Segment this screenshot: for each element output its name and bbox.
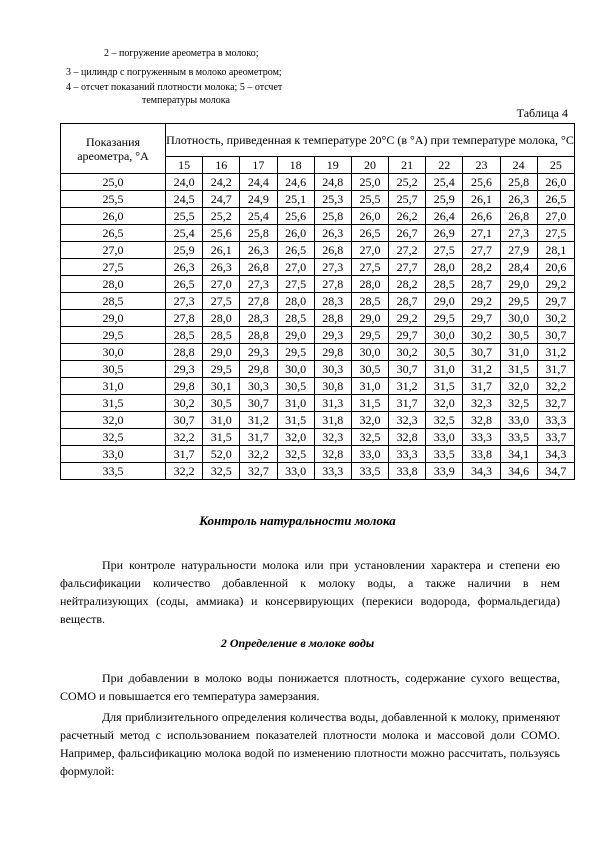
table-row [61, 395, 575, 412]
density-cell: 27,2 [389, 242, 426, 259]
figure-caption-line-3: 4 – отсчет показаний плотности молока; 5 – отсчет [66, 82, 283, 93]
col-header-reading: Показания ареометра, °А [61, 124, 166, 174]
table-row [61, 174, 575, 191]
table-row [61, 378, 575, 395]
density-cell: 33,3 [463, 429, 500, 446]
table-row [61, 446, 575, 463]
density-cell: 26,1 [203, 242, 240, 259]
density-cell: 26,8 [500, 208, 537, 225]
density-cell: 27,8 [166, 310, 203, 327]
density-cell: 31,2 [240, 412, 277, 429]
density-cell: 29,0 [277, 327, 314, 344]
density-cell: 26,7 [389, 225, 426, 242]
paragraph-3 [60, 708, 560, 780]
density-cell: 26,5 [351, 225, 388, 242]
figure-caption-line-1: 2 – погружение ареометра в молоко; [104, 48, 259, 59]
density-cell: 31,0 [277, 395, 314, 412]
density-cell: 25,5 [166, 208, 203, 225]
density-cell: 30,7 [537, 327, 574, 344]
density-cell: 27,0 [203, 276, 240, 293]
density-cell: 27,5 [277, 276, 314, 293]
density-cell: 24,2 [203, 174, 240, 191]
density-cell: 25,2 [203, 208, 240, 225]
density-cell: 33,0 [426, 429, 463, 446]
reading-cell: 28,5 [61, 293, 166, 310]
reading-cell: 30,5 [61, 361, 166, 378]
density-cell: 28,3 [240, 310, 277, 327]
density-cell: 28,7 [389, 293, 426, 310]
temp-header-cell: 16 [203, 157, 240, 174]
density-cell: 29,5 [426, 310, 463, 327]
density-cell: 26,9 [426, 225, 463, 242]
density-cell: 34,3 [463, 463, 500, 480]
density-cell: 32,2 [166, 429, 203, 446]
density-cell: 32,8 [463, 412, 500, 429]
density-cell: 25,9 [426, 191, 463, 208]
table-row [61, 259, 575, 276]
density-cell: 29,5 [351, 327, 388, 344]
density-cell: 28,0 [351, 276, 388, 293]
density-cell: 25,6 [203, 225, 240, 242]
density-cell: 24,4 [240, 174, 277, 191]
figure-caption-line-4: температуры молока [142, 95, 230, 106]
table-row [61, 225, 575, 242]
density-cell: 29,3 [240, 344, 277, 361]
density-cell: 30,3 [314, 361, 351, 378]
density-cell: 33,0 [277, 463, 314, 480]
paragraph-text: При добавлении в молоко воды понижается плотность, содержание сухого вещества, СОМО и повышается его температура замерзания. [60, 671, 560, 703]
density-cell: 32,0 [500, 378, 537, 395]
density-cell: 25,4 [426, 174, 463, 191]
col-header-density: Плотность, приведенная к температуре 20°С (в °А) при температуре молока, °С [166, 124, 575, 157]
density-cell: 33,5 [351, 463, 388, 480]
density-cell: 29,5 [203, 361, 240, 378]
density-cell: 29,5 [500, 293, 537, 310]
density-cell: 33,5 [426, 446, 463, 463]
density-cell: 28,5 [166, 327, 203, 344]
density-cell: 30,5 [277, 378, 314, 395]
density-cell: 33,0 [351, 446, 388, 463]
density-cell: 31,2 [537, 344, 574, 361]
density-cell: 30,0 [351, 344, 388, 361]
density-cell: 32,2 [537, 378, 574, 395]
density-cell: 27,7 [389, 259, 426, 276]
density-cell: 26,2 [389, 208, 426, 225]
density-cell: 24,5 [166, 191, 203, 208]
density-cell: 30,2 [166, 395, 203, 412]
density-cell: 26,3 [166, 259, 203, 276]
density-cell: 32,3 [463, 395, 500, 412]
density-cell: 27,3 [314, 259, 351, 276]
table-row [61, 310, 575, 327]
density-cell: 25,6 [463, 174, 500, 191]
density-cell: 27,0 [277, 259, 314, 276]
density-cell: 29,8 [240, 361, 277, 378]
density-cell: 31,2 [389, 378, 426, 395]
density-cell: 29,2 [463, 293, 500, 310]
reading-cell: 31,0 [61, 378, 166, 395]
table-row [61, 276, 575, 293]
density-cell: 28,2 [463, 259, 500, 276]
density-cell: 30,1 [203, 378, 240, 395]
figure-caption-line-2: 3 – цилиндр с погруженным в молоко ареометром; [66, 67, 282, 78]
temp-header-cell: 22 [426, 157, 463, 174]
density-cell: 27,5 [203, 293, 240, 310]
density-cell: 30,7 [463, 344, 500, 361]
density-cell: 30,7 [240, 395, 277, 412]
density-cell: 28,5 [277, 310, 314, 327]
reading-cell: 25,5 [61, 191, 166, 208]
density-cell: 26,0 [277, 225, 314, 242]
density-cell: 34,1 [500, 446, 537, 463]
reading-cell: 25,0 [61, 174, 166, 191]
density-cell: 31,5 [426, 378, 463, 395]
density-cell: 27,5 [351, 259, 388, 276]
density-cell: 26,5 [166, 276, 203, 293]
density-cell: 31,7 [389, 395, 426, 412]
density-cell: 26,0 [351, 208, 388, 225]
density-cell: 31,3 [314, 395, 351, 412]
density-cell: 32,3 [389, 412, 426, 429]
table-row [61, 208, 575, 225]
density-cell: 32,5 [351, 429, 388, 446]
temp-header-cell: 18 [277, 157, 314, 174]
density-cell: 31,0 [426, 361, 463, 378]
density-cell: 29,8 [314, 344, 351, 361]
temp-header-cell: 23 [463, 157, 500, 174]
density-cell: 27,5 [426, 242, 463, 259]
density-cell: 29,7 [537, 293, 574, 310]
density-cell: 27,5 [537, 225, 574, 242]
density-cell: 34,7 [537, 463, 574, 480]
paragraph-1 [60, 556, 560, 628]
density-cell: 25,7 [389, 191, 426, 208]
temp-header-cell: 17 [240, 157, 277, 174]
density-cell: 26,5 [537, 191, 574, 208]
table-row [61, 361, 575, 378]
density-cell: 32,5 [203, 463, 240, 480]
table-row [61, 429, 575, 446]
reading-cell: 30,0 [61, 344, 166, 361]
table-caption: Таблица 4 [516, 106, 568, 120]
density-cell: 27,7 [463, 242, 500, 259]
density-cell: 32,7 [537, 395, 574, 412]
density-cell: 34,6 [500, 463, 537, 480]
density-cell: 32,2 [240, 446, 277, 463]
density-cell: 32,0 [351, 412, 388, 429]
section-title: Контроль натуральности молока [199, 513, 396, 528]
density-cell: 28,8 [166, 344, 203, 361]
density-cell: 30,0 [500, 310, 537, 327]
reading-cell: 31,5 [61, 395, 166, 412]
density-cell: 30,7 [166, 412, 203, 429]
density-cell: 28,8 [314, 310, 351, 327]
density-cell: 31,0 [351, 378, 388, 395]
density-cell: 34,3 [537, 446, 574, 463]
reading-cell: 33,5 [61, 463, 166, 480]
density-cell: 32,3 [314, 429, 351, 446]
reading-cell: 29,0 [61, 310, 166, 327]
density-cell: 27,0 [537, 208, 574, 225]
density-cell: 28,1 [537, 242, 574, 259]
density-table [60, 123, 575, 480]
density-cell: 27,1 [463, 225, 500, 242]
density-cell: 27,3 [240, 276, 277, 293]
temp-header-cell: 24 [500, 157, 537, 174]
density-cell: 24,8 [314, 174, 351, 191]
density-cell: 32,5 [426, 412, 463, 429]
reading-cell: 33,0 [61, 446, 166, 463]
reading-cell: 26,5 [61, 225, 166, 242]
density-cell: 30,2 [537, 310, 574, 327]
density-cell: 29,0 [500, 276, 537, 293]
density-cell: 28,0 [277, 293, 314, 310]
density-cell: 25,8 [314, 208, 351, 225]
density-cell: 26,6 [463, 208, 500, 225]
density-cell: 29,5 [277, 344, 314, 361]
density-cell: 29,7 [463, 310, 500, 327]
density-cell: 26,3 [314, 225, 351, 242]
density-cell: 31,7 [166, 446, 203, 463]
density-cell: 30,5 [351, 361, 388, 378]
density-cell: 33,0 [500, 412, 537, 429]
density-cell: 32,0 [426, 395, 463, 412]
temp-header-cell: 25 [537, 157, 574, 174]
density-cell: 30,8 [314, 378, 351, 395]
temp-header-cell: 20 [351, 157, 388, 174]
subsection-title: 2 Определение в молоке воды [220, 636, 375, 650]
density-cell: 31,5 [351, 395, 388, 412]
density-cell: 27,8 [240, 293, 277, 310]
density-cell: 25,8 [500, 174, 537, 191]
paragraph-text: Для приблизительного определения количества воды, добавленной к молоку, применяют расчетный метод с использованием показателей плотности молока и массовой доли СОМО. Например, фальсификацию молока водой по изменению плотности можно рассчитать, пользуясь формулой: [60, 710, 560, 778]
density-cell: 30,5 [500, 327, 537, 344]
density-cell: 26,8 [240, 259, 277, 276]
density-cell: 28,7 [463, 276, 500, 293]
density-cell: 30,0 [277, 361, 314, 378]
density-cell: 20,6 [537, 259, 574, 276]
density-cell: 25,0 [351, 174, 388, 191]
density-cell: 26,5 [277, 242, 314, 259]
density-cell: 33,8 [389, 463, 426, 480]
density-cell: 26,3 [203, 259, 240, 276]
density-cell: 29,7 [389, 327, 426, 344]
reading-cell: 32,5 [61, 429, 166, 446]
density-cell: 33,3 [389, 446, 426, 463]
density-cell: 24,0 [166, 174, 203, 191]
density-cell: 24,6 [277, 174, 314, 191]
density-cell: 31,0 [500, 344, 537, 361]
density-cell: 24,9 [240, 191, 277, 208]
density-cell: 31,5 [500, 361, 537, 378]
density-cell: 27,8 [314, 276, 351, 293]
density-cell: 28,8 [240, 327, 277, 344]
paragraph-2 [60, 669, 560, 705]
density-cell: 32,8 [389, 429, 426, 446]
density-cell: 30,3 [240, 378, 277, 395]
reading-cell: 29,5 [61, 327, 166, 344]
density-cell: 25,9 [166, 242, 203, 259]
density-cell: 26,3 [240, 242, 277, 259]
density-cell: 31,7 [463, 378, 500, 395]
density-cell: 28,2 [389, 276, 426, 293]
table-body [61, 174, 575, 480]
density-cell: 25,3 [314, 191, 351, 208]
density-cell: 32,2 [166, 463, 203, 480]
density-cell: 26,8 [314, 242, 351, 259]
density-cell: 24,7 [203, 191, 240, 208]
density-cell: 29,2 [537, 276, 574, 293]
density-cell: 33,3 [537, 412, 574, 429]
density-cell: 25,5 [351, 191, 388, 208]
density-cell: 31,2 [463, 361, 500, 378]
table-row [61, 463, 575, 480]
reading-cell: 28,0 [61, 276, 166, 293]
reading-cell: 27,0 [61, 242, 166, 259]
temp-header-cell: 21 [389, 157, 426, 174]
temp-header-cell: 19 [314, 157, 351, 174]
density-cell: 32,5 [500, 395, 537, 412]
table-row [61, 293, 575, 310]
density-cell: 25,2 [389, 174, 426, 191]
density-cell: 30,0 [426, 327, 463, 344]
table-row [61, 344, 575, 361]
table-row [61, 191, 575, 208]
density-cell: 32,7 [240, 463, 277, 480]
paragraph-text: При контроле натуральности молока или при установлении характера и степени ею фальсификации количество добавленной к молоку воды, а также наличии в нем нейтрализующих (соды, аммиака) и консервирующих (перекиси водорода, формальдегида) веществ. [60, 558, 560, 626]
temp-header-cell: 15 [166, 157, 203, 174]
density-cell: 25,1 [277, 191, 314, 208]
density-cell: 27,3 [500, 225, 537, 242]
table-row [61, 242, 575, 259]
density-cell: 27,3 [166, 293, 203, 310]
density-cell: 27,9 [500, 242, 537, 259]
density-cell: 52,0 [203, 446, 240, 463]
density-cell: 31,5 [203, 429, 240, 446]
density-cell: 25,4 [166, 225, 203, 242]
density-cell: 25,8 [240, 225, 277, 242]
density-cell: 31,7 [537, 361, 574, 378]
reading-cell: 26,0 [61, 208, 166, 225]
density-cell: 29,0 [351, 310, 388, 327]
density-cell: 29,8 [166, 378, 203, 395]
density-cell: 29,0 [426, 293, 463, 310]
density-cell: 26,1 [463, 191, 500, 208]
density-cell: 32,0 [277, 429, 314, 446]
density-cell: 26,4 [426, 208, 463, 225]
density-cell: 33,3 [314, 463, 351, 480]
density-cell: 32,5 [277, 446, 314, 463]
density-cell: 29,2 [389, 310, 426, 327]
reading-cell: 32,0 [61, 412, 166, 429]
density-cell: 26,3 [500, 191, 537, 208]
density-cell: 30,5 [203, 395, 240, 412]
density-cell: 30,5 [426, 344, 463, 361]
density-cell: 29,0 [203, 344, 240, 361]
density-cell: 28,0 [203, 310, 240, 327]
density-cell: 33,8 [463, 446, 500, 463]
density-cell: 30,7 [389, 361, 426, 378]
density-cell: 28,5 [203, 327, 240, 344]
reading-cell: 27,5 [61, 259, 166, 276]
density-cell: 31,5 [277, 412, 314, 429]
density-cell: 32,8 [314, 446, 351, 463]
density-cell: 30,2 [463, 327, 500, 344]
density-cell: 30,2 [389, 344, 426, 361]
density-cell: 31,0 [203, 412, 240, 429]
table-row [61, 412, 575, 429]
density-cell: 25,6 [277, 208, 314, 225]
density-cell: 31,8 [314, 412, 351, 429]
density-cell: 28,4 [500, 259, 537, 276]
density-cell: 29,3 [314, 327, 351, 344]
density-cell: 33,9 [426, 463, 463, 480]
density-cell: 26,0 [537, 174, 574, 191]
density-cell: 28,3 [314, 293, 351, 310]
density-cell: 28,5 [426, 276, 463, 293]
density-cell: 33,7 [537, 429, 574, 446]
density-cell: 27,0 [351, 242, 388, 259]
density-cell: 31,7 [240, 429, 277, 446]
density-cell: 29,3 [166, 361, 203, 378]
table-row [61, 327, 575, 344]
density-cell: 28,0 [426, 259, 463, 276]
density-cell: 25,4 [240, 208, 277, 225]
density-cell: 33,5 [500, 429, 537, 446]
density-cell: 28,5 [351, 293, 388, 310]
